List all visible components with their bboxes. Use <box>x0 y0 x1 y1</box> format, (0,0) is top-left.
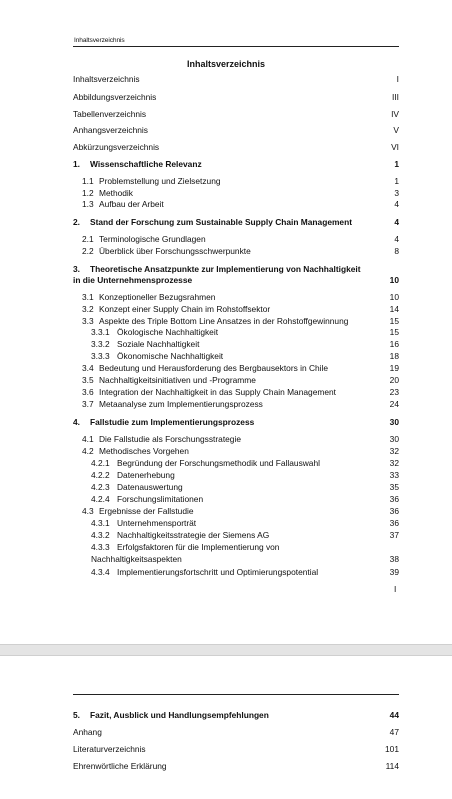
toc-entry-label: Datenauswertung <box>117 482 183 492</box>
toc-subsection-3-3-3[interactable] <box>91 351 399 362</box>
toc-entry-number: 3.2 <box>82 304 94 314</box>
toc-entry-number: 4.3.4 <box>91 567 110 577</box>
toc-section-2-2[interactable] <box>82 246 399 257</box>
toc-entry-label: Ehrenwörtliche Erklärung <box>73 761 167 771</box>
toc-entry-page: VI <box>391 142 399 152</box>
toc-subsection-4-2-1[interactable] <box>91 458 399 469</box>
toc-entry-label-line2: Nachhaltigkeitsaspekten <box>91 554 182 564</box>
toc-entry-number: 3.3.2 <box>91 339 110 349</box>
toc-entry-page: 18 <box>389 351 399 361</box>
document-page-2 <box>0 656 452 799</box>
toc-entry-number: 3.5 <box>82 375 94 385</box>
toc-entry-label: Ökonomische Nachhaltigkeit <box>117 351 224 361</box>
toc-entry-number: 1.2 <box>82 188 94 198</box>
toc-entry-page: 33 <box>389 470 399 480</box>
toc-entry-page: IV <box>391 109 399 119</box>
header-rule <box>73 694 399 695</box>
toc-entry-number: 4.3.1 <box>91 518 110 528</box>
toc-subsection-4-2-2[interactable] <box>91 470 399 481</box>
toc-entry-label: Ergebnisse der Fallstudie <box>99 506 194 516</box>
toc-entry-anhang[interactable] <box>73 727 399 738</box>
toc-entry-page: 36 <box>389 506 399 516</box>
toc-entry-page: 114 <box>385 761 399 771</box>
toc-entry-page: 44 <box>389 710 399 720</box>
toc-entry-label: Nachhaltigkeitsinitiativen und -Programme <box>99 375 256 385</box>
toc-entry-page: 10 <box>389 275 399 285</box>
toc-entry-page: 36 <box>389 494 399 504</box>
toc-entry-page: 15 <box>389 316 399 326</box>
toc-entry-literaturverzeichnis[interactable] <box>73 744 399 755</box>
toc-entry-label: Ökologische Nachhaltigkeit <box>117 327 219 337</box>
header-rule <box>73 46 399 47</box>
toc-section-3-6[interactable] <box>82 387 399 398</box>
toc-section-3-5[interactable] <box>82 375 399 386</box>
toc-entry-label: Überblick über Forschungsschwerpunkte <box>99 246 251 256</box>
toc-entry-number: 3.3.1 <box>91 327 110 337</box>
toc-entry-label: Implementierungsfortschritt und Optimierungspotential <box>117 567 319 577</box>
toc-entry-label: Begründung der Forschungsmethodik und Fallauswahl <box>117 458 320 468</box>
toc-chapter-5[interactable] <box>73 710 399 721</box>
toc-entry-number: 3.1 <box>82 292 94 302</box>
toc-entry-label-line2: in die Unternehmensprozesse <box>73 275 193 285</box>
toc-entry-label: Fallstudie zum Implementierungsprozess <box>90 417 255 427</box>
toc-entry-number: 2. <box>73 217 80 227</box>
toc-entry-ehrenwoertliche-erklaerung[interactable] <box>73 761 399 772</box>
toc-entry-page: 101 <box>385 744 399 754</box>
toc-entry-label: Datenerhebung <box>117 470 175 480</box>
toc-chapter-1[interactable] <box>73 159 399 170</box>
toc-entry-number: 4.2.1 <box>91 458 110 468</box>
toc-chapter-4[interactable] <box>73 417 399 428</box>
toc-entry-label: Inhaltsverzeichnis <box>73 74 140 84</box>
toc-entry-label: Abbildungsverzeichnis <box>73 92 157 102</box>
toc-entry-abbildungsverzeichnis[interactable] <box>73 92 399 103</box>
toc-section-4-1[interactable] <box>82 434 399 445</box>
toc-entry-page: 4 <box>394 217 399 227</box>
toc-section-1-1[interactable] <box>82 176 399 187</box>
toc-entry-page: 35 <box>389 482 399 492</box>
toc-entry-page: 39 <box>389 567 399 577</box>
page-number-footer: I <box>394 584 397 594</box>
toc-entry-label: Methodik <box>99 188 133 198</box>
toc-entry-label-line1: Theoretische Ansatzpunkte zur Implementierung von Nachhaltigkeit <box>90 264 361 274</box>
toc-entry-label: Nachhaltigkeitsstrategie der Siemens AG <box>117 530 270 540</box>
toc-entry-page: 37 <box>389 530 399 540</box>
toc-entry-label: Forschungslimitationen <box>117 494 204 504</box>
toc-entry-label: Konzept einer Supply Chain im Rohstoffsektor <box>99 304 271 314</box>
toc-entry-label: Methodisches Vorgehen <box>99 446 189 456</box>
toc-entry-inhaltsverzeichnis[interactable] <box>73 74 399 85</box>
toc-entry-number: 3.7 <box>82 399 94 409</box>
toc-section-3-2[interactable] <box>82 304 399 315</box>
toc-subsection-3-3-2[interactable] <box>91 339 399 350</box>
toc-entry-page: V <box>393 125 399 135</box>
toc-entry-label-line1: Erfolgsfaktoren für die Implementierung von <box>117 542 280 552</box>
toc-entry-page: 8 <box>394 246 399 256</box>
toc-section-3-7[interactable] <box>82 399 399 410</box>
toc-entry-label: Aspekte des Triple Bottom Line Ansatzes in der Rohstoffgewinnung <box>99 316 349 326</box>
toc-subsection-4-3-3-continued[interactable] <box>91 554 399 565</box>
toc-entry-page: 14 <box>389 304 399 314</box>
toc-entry-number: 4.3 <box>82 506 94 516</box>
toc-chapter-2[interactable] <box>73 217 399 228</box>
toc-entry-label: Terminologische Grundlagen <box>99 234 206 244</box>
toc-entry-label: Bedeutung und Herausforderung des Bergbausektors in Chile <box>99 363 329 373</box>
toc-entry-page: 1 <box>394 159 399 169</box>
toc-entry-label: Wissenschaftliche Relevanz <box>90 159 202 169</box>
toc-entry-anhangsverzeichnis[interactable] <box>73 125 399 136</box>
toc-entry-page: 24 <box>389 399 399 409</box>
toc-entry-label: Integration der Nachhaltigkeit in das Supply Chain Management <box>99 387 336 397</box>
toc-title: Inhaltsverzeichnis <box>186 59 266 69</box>
toc-entry-number: 3.3 <box>82 316 94 326</box>
toc-entry-label: Soziale Nachhaltigkeit <box>117 339 200 349</box>
toc-entry-number: 1.1 <box>82 176 94 186</box>
toc-entry-number: 3.3.3 <box>91 351 110 361</box>
toc-entry-number: 4.2.3 <box>91 482 110 492</box>
toc-section-1-3[interactable] <box>82 199 399 210</box>
toc-entry-number: 4.2.4 <box>91 494 110 504</box>
toc-chapter-3[interactable] <box>73 264 399 275</box>
toc-entry-page: 32 <box>389 458 399 468</box>
toc-entry-page: 36 <box>389 518 399 528</box>
toc-entry-label: Die Fallstudie als Forschungsstrategie <box>99 434 241 444</box>
toc-entry-number: 4.1 <box>82 434 94 444</box>
toc-entry-number: 3. <box>73 264 80 274</box>
toc-chapter-3-continued[interactable] <box>73 275 399 286</box>
toc-entry-page: 23 <box>389 387 399 397</box>
toc-section-2-1[interactable] <box>82 234 399 245</box>
toc-entry-page: 32 <box>389 446 399 456</box>
toc-entry-label: Konzeptioneller Bezugsrahmen <box>99 292 216 302</box>
toc-entry-page: 1 <box>394 176 399 186</box>
toc-entry-number: 3.4 <box>82 363 94 373</box>
toc-entry-label: Stand der Forschung zum Sustainable Supply Chain Management <box>90 217 352 227</box>
toc-entry-number: 1.3 <box>82 199 94 209</box>
toc-entry-page: I <box>396 74 399 84</box>
toc-entry-abkuerzungsverzeichnis[interactable] <box>73 142 399 153</box>
toc-entry-page: 30 <box>389 417 399 427</box>
toc-entry-page: 4 <box>394 199 399 209</box>
toc-section-4-2[interactable] <box>82 446 399 457</box>
toc-entry-number: 2.1 <box>82 234 94 244</box>
toc-entry-number: 4.2.2 <box>91 470 110 480</box>
toc-subsection-4-2-3[interactable] <box>91 482 399 493</box>
toc-entry-number: 2.2 <box>82 246 94 256</box>
toc-entry-page: 30 <box>389 434 399 444</box>
toc-subsection-4-3-3[interactable] <box>91 542 399 553</box>
running-header: Inhaltsverzeichnis <box>74 37 125 44</box>
toc-entry-label: Anhangsverzeichnis <box>73 125 148 135</box>
toc-entry-page: 16 <box>389 339 399 349</box>
toc-entry-number: 1. <box>73 159 80 169</box>
toc-entry-label: Tabellenverzeichnis <box>73 109 147 119</box>
toc-entry-label: Metaanalyse zum Implementierungsprozess <box>99 399 263 409</box>
toc-entry-label: Fazit, Ausblick und Handlungsempfehlungen <box>90 710 269 720</box>
toc-entry-page: 10 <box>389 292 399 302</box>
toc-subsection-4-3-4[interactable] <box>91 567 399 578</box>
toc-section-1-2[interactable] <box>82 188 399 199</box>
toc-entry-number: 4.3.3 <box>91 542 110 552</box>
toc-entry-page: 19 <box>389 363 399 373</box>
toc-entry-number: 4.2 <box>82 446 94 456</box>
toc-section-3-3[interactable] <box>82 316 399 327</box>
toc-entry-label: Literaturverzeichnis <box>73 744 146 754</box>
toc-entry-number: 4. <box>73 417 80 427</box>
toc-entry-label: Problemstellung und Zielsetzung <box>99 176 221 186</box>
toc-subsection-4-2-4[interactable] <box>91 494 399 505</box>
toc-entry-label: Abkürzungsverzeichnis <box>73 142 160 152</box>
toc-section-3-1[interactable] <box>82 292 399 303</box>
toc-entry-number: 4.3.2 <box>91 530 110 540</box>
toc-section-4-3[interactable] <box>82 506 399 517</box>
toc-entry-number: 5. <box>73 710 80 720</box>
toc-entry-label: Unternehmensporträt <box>117 518 197 528</box>
toc-entry-page: 20 <box>389 375 399 385</box>
toc-entry-number: 3.6 <box>82 387 94 397</box>
toc-entry-label: Aufbau der Arbeit <box>99 199 164 209</box>
toc-entry-page: 4 <box>394 234 399 244</box>
toc-entry-label: Anhang <box>73 727 102 737</box>
toc-subsection-4-3-2[interactable] <box>91 530 399 541</box>
toc-subsection-4-3-1[interactable] <box>91 518 399 529</box>
toc-subsection-3-3-1[interactable] <box>91 327 399 338</box>
toc-entry-page: 38 <box>389 554 399 564</box>
toc-entry-tabellenverzeichnis[interactable] <box>73 109 399 120</box>
toc-section-3-4[interactable] <box>82 363 399 374</box>
toc-entry-page: 47 <box>389 727 399 737</box>
toc-entry-page: III <box>392 92 399 102</box>
toc-entry-page: 15 <box>389 327 399 337</box>
toc-entry-page: 3 <box>394 188 399 198</box>
page-separator <box>0 644 452 656</box>
